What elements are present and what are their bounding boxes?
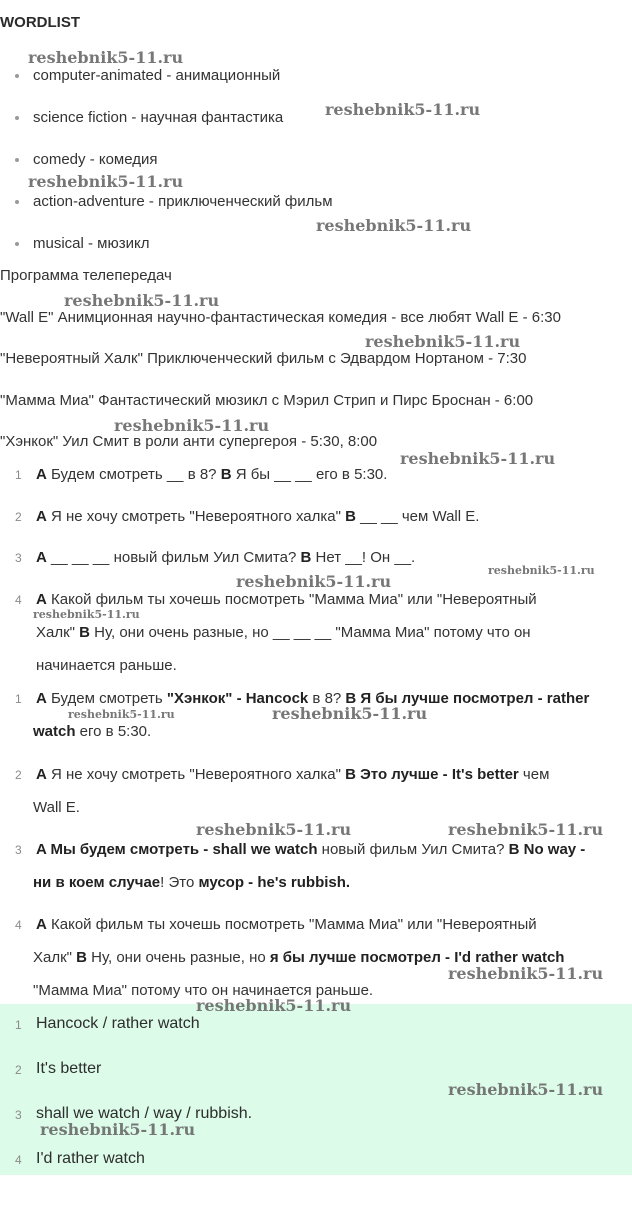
bullet-icon	[15, 116, 19, 120]
item-number: 2	[15, 1063, 22, 1077]
watermark: reshebnik5-11.ru	[114, 416, 270, 435]
list-item: comedy - комедия	[33, 151, 158, 168]
watermark: reshebnik5-11.ru	[448, 1080, 604, 1099]
list-item: computer-animated - анимационный	[33, 67, 280, 84]
bullet-icon	[15, 158, 19, 162]
exercise-item: A Какой фильм ты хочешь посмотреть "Мамма Миа" или "Невероятный	[36, 591, 537, 608]
item-number: 3	[15, 1108, 22, 1122]
tv-line: "Wall E" Анимционная научно-фантастическая комедия - все любят Wall E - 6:30	[0, 309, 561, 326]
list-item: musical - мюзикл	[33, 235, 149, 252]
wordlist-heading: WORDLIST	[0, 14, 80, 31]
watermark: reshebnik5-11.ru	[33, 608, 140, 621]
tv-line: "Невероятный Халк" Приключенческий фильм с Эдвардом Нортаном - 7:30	[0, 350, 527, 367]
solution-item-cont: watch его в 5:30.	[33, 723, 152, 740]
exercise-item: A Я не хочу смотреть "Невероятного халка" B __ __ чем Wall E.	[36, 508, 480, 525]
item-number: 2	[15, 510, 22, 524]
item-number: 1	[15, 692, 22, 706]
bullet-icon	[15, 74, 19, 78]
watermark: reshebnik5-11.ru	[365, 332, 521, 351]
bullet-icon	[15, 200, 19, 204]
watermark: reshebnik5-11.ru	[400, 449, 556, 468]
exercise-item: A Будем смотреть __ в 8? B Я бы __ __ его в 5:30.	[36, 466, 388, 483]
solution-item: A Я не хочу смотреть "Невероятного халка" B Это лучше - It's better чем	[36, 766, 550, 783]
solution-item: A Будем смотреть "Хэнкок" - Hancock в 8? B Я бы лучше посмотрел - rather	[36, 690, 590, 707]
watermark: reshebnik5-11.ru	[272, 704, 428, 723]
item-number: 3	[15, 843, 22, 857]
watermark: reshebnik5-11.ru	[40, 1120, 196, 1139]
answer-item: I'd rather watch	[36, 1150, 145, 1167]
item-number: 4	[15, 593, 22, 607]
exercise-item-cont: начинается раньше.	[36, 657, 177, 674]
watermark: reshebnik5-11.ru	[448, 964, 604, 983]
exercise-item: A __ __ __ новый фильм Уил Смита? B Нет __! Он __.	[36, 549, 416, 566]
list-item: action-adventure - приключенческий фильм	[33, 193, 333, 210]
watermark: reshebnik5-11.ru	[196, 820, 352, 839]
bullet-icon	[15, 242, 19, 246]
answer-item: It's better	[36, 1060, 102, 1077]
watermark: reshebnik5-11.ru	[64, 291, 220, 310]
tv-line: "Хэнкок" Уил Смит в роли анти супергероя - 5:30, 8:00	[0, 433, 378, 450]
item-number: 3	[15, 551, 22, 565]
watermark: reshebnik5-11.ru	[316, 216, 472, 235]
watermark: reshebnik5-11.ru	[325, 100, 481, 119]
watermark: reshebnik5-11.ru	[488, 564, 595, 577]
watermark: reshebnik5-11.ru	[28, 172, 184, 191]
item-number: 1	[15, 1018, 22, 1032]
solution-item: A Какой фильм ты хочешь посмотреть "Мамма Миа" или "Невероятный	[36, 916, 537, 933]
item-number: 1	[15, 468, 22, 482]
solution-item-cont: Халк" B Ну, они очень разные, но я бы лучше посмотрел - I'd rather watch	[33, 949, 565, 966]
watermark: reshebnik5-11.ru	[448, 820, 604, 839]
watermark: reshebnik5-11.ru	[196, 996, 352, 1015]
list-item: science fiction - научная фантастика	[33, 109, 283, 126]
solution-item-cont: Wall E.	[33, 799, 80, 816]
answer-item: Hancock / rather watch	[36, 1015, 200, 1032]
item-number: 4	[15, 918, 22, 932]
exercise-item-cont: Халк" B Ну, они очень разные, но __ __ __ "Мамма Миа" потому что он	[36, 624, 531, 641]
solution-item: A Мы будем смотреть - shall we watch новый фильм Уил Смита? B No way -	[36, 841, 586, 858]
watermark: reshebnik5-11.ru	[28, 48, 184, 67]
watermark: reshebnik5-11.ru	[68, 708, 175, 721]
item-number: 4	[15, 1153, 22, 1167]
tv-line: "Мамма Миа" Фантастический мюзикл с Мэрил Стрип и Пирс Броснан - 6:00	[0, 392, 534, 409]
watermark: reshebnik5-11.ru	[236, 572, 392, 591]
answer-item: shall we watch / way / rubbish.	[36, 1105, 253, 1122]
solution-item-cont: ни в коем случае! Это мусор - he's rubbish.	[33, 874, 351, 891]
solution-item-cont: "Мамма Миа" потому что он начинается раньше.	[33, 982, 374, 999]
tv-title: Программа телепередач	[0, 267, 172, 284]
item-number: 2	[15, 768, 22, 782]
